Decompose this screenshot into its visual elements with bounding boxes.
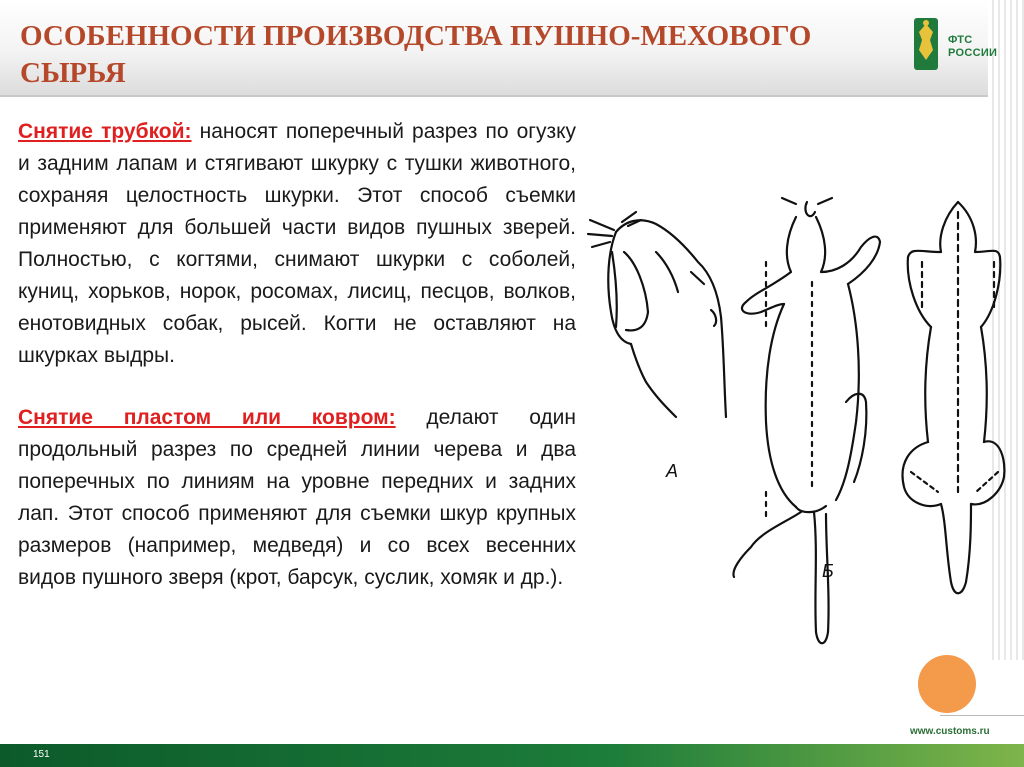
figure-a-head [588, 212, 726, 417]
term-tube-method: Снятие трубкой: [18, 120, 192, 143]
body-text [18, 116, 576, 594]
tube-method-text: наносят поперечный разрез по огузку и задним лапам и стягивают шкурку с тушки животного, сохраняя целостность шкурки. Этот способ съемки применяют для большей части видов пушных зверей. Полностью, с когтями, снимают шкурки с соболей, куниц, хорьков, норок, росомах, лисиц, песцов, волков, енотовидных собак, рысей. Когти не оставляют на шкурках выдры. [18, 120, 576, 367]
page-number: 151 [33, 749, 50, 760]
logo-line1: ФТС [948, 34, 973, 46]
logo-line2: РОССИИ [948, 47, 998, 59]
footer-bar [0, 744, 1024, 767]
decorative-line [940, 715, 1024, 716]
logo-text [948, 34, 997, 60]
skinning-illustration [586, 192, 1006, 662]
paragraph-tube-method [18, 116, 576, 372]
paragraph-layer-method [18, 402, 576, 594]
term-layer-method: Снятие пластом или ковром: [18, 406, 396, 429]
figure-b-animal [733, 198, 880, 643]
label-a: А [666, 461, 679, 481]
decorative-circle [918, 655, 976, 713]
figure-v-pelt [903, 202, 1005, 593]
layer-method-text: делают один продольный разрез по средней линии черева и два поперечных по линиям на уровне передних и задних лап. Этот способ применяют для съемки шкур крупных размеров (например, медведя) и со всех весенних видов пушного зверя (крот, барсук, суслик, хомяк и др.). [18, 406, 576, 589]
footer-url: www.customs.ru [910, 726, 990, 737]
slide-title: ОСОБЕННОСТИ ПРОИЗВОДСТВА ПУШНО-МЕХОВОГО СЫРЬЯ [20, 20, 812, 89]
label-b: Б [822, 561, 834, 581]
header-divider [0, 95, 1024, 97]
